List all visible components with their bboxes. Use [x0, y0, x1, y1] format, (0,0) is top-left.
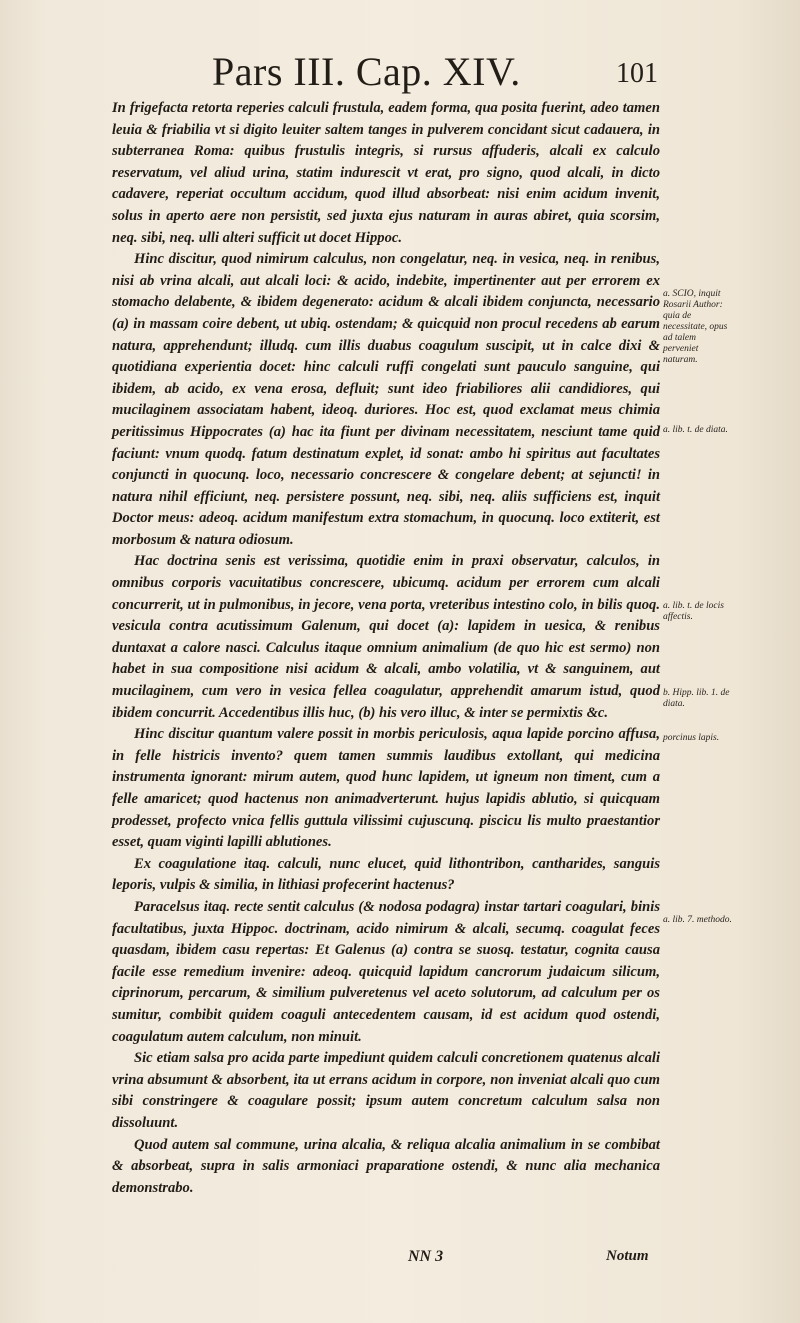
paragraph: Quod autem sal commune, urina alcalia, & reliqua alcalia animalium in se combibat & absorbeat, supra in salis armoniaci praparatione ostendi, & nunc alia mechanica demonstrabo.	[112, 1136, 660, 1196]
paragraph: Ex coagulatione itaq. calculi, nunc elucet, quid lithontribon, cantharides, sanguis leporis, vulpis & similia, in lithiasi profecerint hactenus?	[112, 855, 660, 894]
margin-note: porcinus lapis.	[663, 733, 720, 743]
page-number: 101	[616, 58, 658, 89]
catchword: Notum	[606, 1248, 649, 1264]
signature-mark: NN 3	[408, 1248, 444, 1265]
margin-note: a. lib. 7. methodo.	[663, 915, 732, 925]
paragraph: In frigefacta retorta reperies calculi frustula, eadem forma, qua posita fuerint, adeo tamen leuia & friabilia vt si digito leuiter saltem tanges in pulverem concidant sicut cadauera, in subterranea Roma: quibus frustulis integris, si rursus affuderis, alcali ex calculo reservatum, vel aliud urina, statim indurescit vt erat, pro signo, quod alcali, in dicto cadavere, reperiat occultum accidum, quod illud absorbeat: nisi enim acidum invenit, solus in aperto aere non persistit, sed juxta ejus naturam in auras abiret, quia scorsim, neq. sibi, neq. ulli alteri sufficit ut docet Hippoc.	[112, 100, 660, 246]
margin-note: a. lib. t. de diata.	[663, 425, 728, 435]
paragraph: Sic etiam salsa pro acida parte impediunt quidem calculi concretionem quatenus alcali vrina absumunt & absorbent, ita ut errans acidum in corpore, non inveniat alcali quo cum sibi constringere & coagulare possit; ipsum autem concretum calculum salsa non dissoluunt.	[112, 1050, 660, 1131]
main-text	[112, 98, 660, 1199]
margin-note: a. SCIO, inquit Rosarii Author: quia de necessitate, opus ad talem perveniet naturam.	[663, 289, 728, 365]
paragraph: Hinc discitur, quod nimirum calculus, non congelatur, neq. in vesica, neq. in renibus, nisi ab vrina alcali, aut alcali loci: & acido, indebite, impertinenter aut per errorem ex stomacho delabente, & ibidem degenerato: acidum & alcali ibidem conjuncta, necessario (a) in massam coire debent, ut ubiq. ostendam; & quicquid non procul recedens ab earum natura, apprehendunt; illudq. cum illis duabus coagulum suscipit, ut in calce dixi & quotidiana experientia docet: hinc calculi ruffi congelati sunt pauculo sanguine, qui ibidem, ab acido, ex vena erosa, defluit; sunt ideo friabiliores alii candidiores, qui mucilaginem associatam habent, ideoq. duriores. Hoc est, quod exclamat meus chimia peritissimus Hippocrates (a) hac ita fiunt per divinam necessitatem, nesciunt tame quid faciunt: vnum quodq. fatum destinatum explet, id sonat: ambo hi spiritus aut facultates conjuncti in quocunq. loco, necessario concrescere & congelare debent; at sejuncti! in natura nihil efficiunt, neq. persistere possunt, neq. sibi, neq. aliis sufficiens est, inquit Doctor meus: adeoq. acidum manifestum extra stomachum, in quocunq. loco extiterit, est morbosum & natura odiosum.	[112, 251, 660, 548]
margin-note: a. lib. t. de locis affectis.	[663, 601, 724, 622]
paragraph: Paracelsus itaq. recte sentit calculus (& nodosa podagra) instar tartari coagulari, binis facultatibus, juxta Hippoc. doctrinam, acido nimirum & alcali, secumq. coagulat feces quasdam, ibidem casu repertas: Et Galenus (a) contra se suosq. testatur, cognita causa facile esse remedium invenire: adeoq. quicquid lapidum cancrorum judaicum silicum, ciprinorum, percarum, & similium pulveretenus vel aceto solutorum, ad calculum per os sumitur, combibit quidem coaguli antecedentem causam, id est acidum quod ostendi, coagulatum autem calculum, non minuit.	[112, 898, 660, 1045]
paragraph: Hac doctrina senis est verissima, quotidie enim in praxi observatur, calculos, in omnibus corporis vacuitatibus concrescere, ubicumq. acidum per errorem cum alcali concurrerit, ut in pulmonibus, in jecore, vena porta, vreteribus intestino colo, in bilis quoq. vesicula contra acutissimum Galenum, qui docet (a): lapidem in uesica, & renibus duntaxat a calore nasci. Calculus itaque omnium animalium (de quo hic est sermo) non habet in sua compositione nisi acidum & alcali, ambo volatilia, vt & sanguinem, aut mucilaginem, cum vero in vesica fellea coagulatur, apprehendit amarum istud, quod ibidem concurrit. Accedentibus illis huc, (b) his vero illuc, & inter se permixtis &c.	[112, 553, 660, 721]
page-header	[0, 48, 800, 98]
page-footer	[0, 1248, 800, 1272]
margin-note: b. Hipp. lib. 1. de diata.	[663, 688, 730, 709]
running-title: Pars III. Cap. XIV.	[212, 49, 521, 94]
paragraph: Hinc discitur quantum valere possit in morbis periculosis, aqua lapide porcino affusa, in felle histricis invento? quem tamen summis laudibus extollant, qui medicina instrumenta ignorant: mirum autem, quod hunc lapidem, ut igneum non timent, cum a felle amaricet; quod hactenus non animadverterunt. hujus lapidis ablutio, si quicquam prodesset, profecto vnica fellis guttula vilissimi cujuscunq. piscicu lis multo praestantior esset, quam viginti lapilli ablutiones.	[112, 726, 660, 851]
